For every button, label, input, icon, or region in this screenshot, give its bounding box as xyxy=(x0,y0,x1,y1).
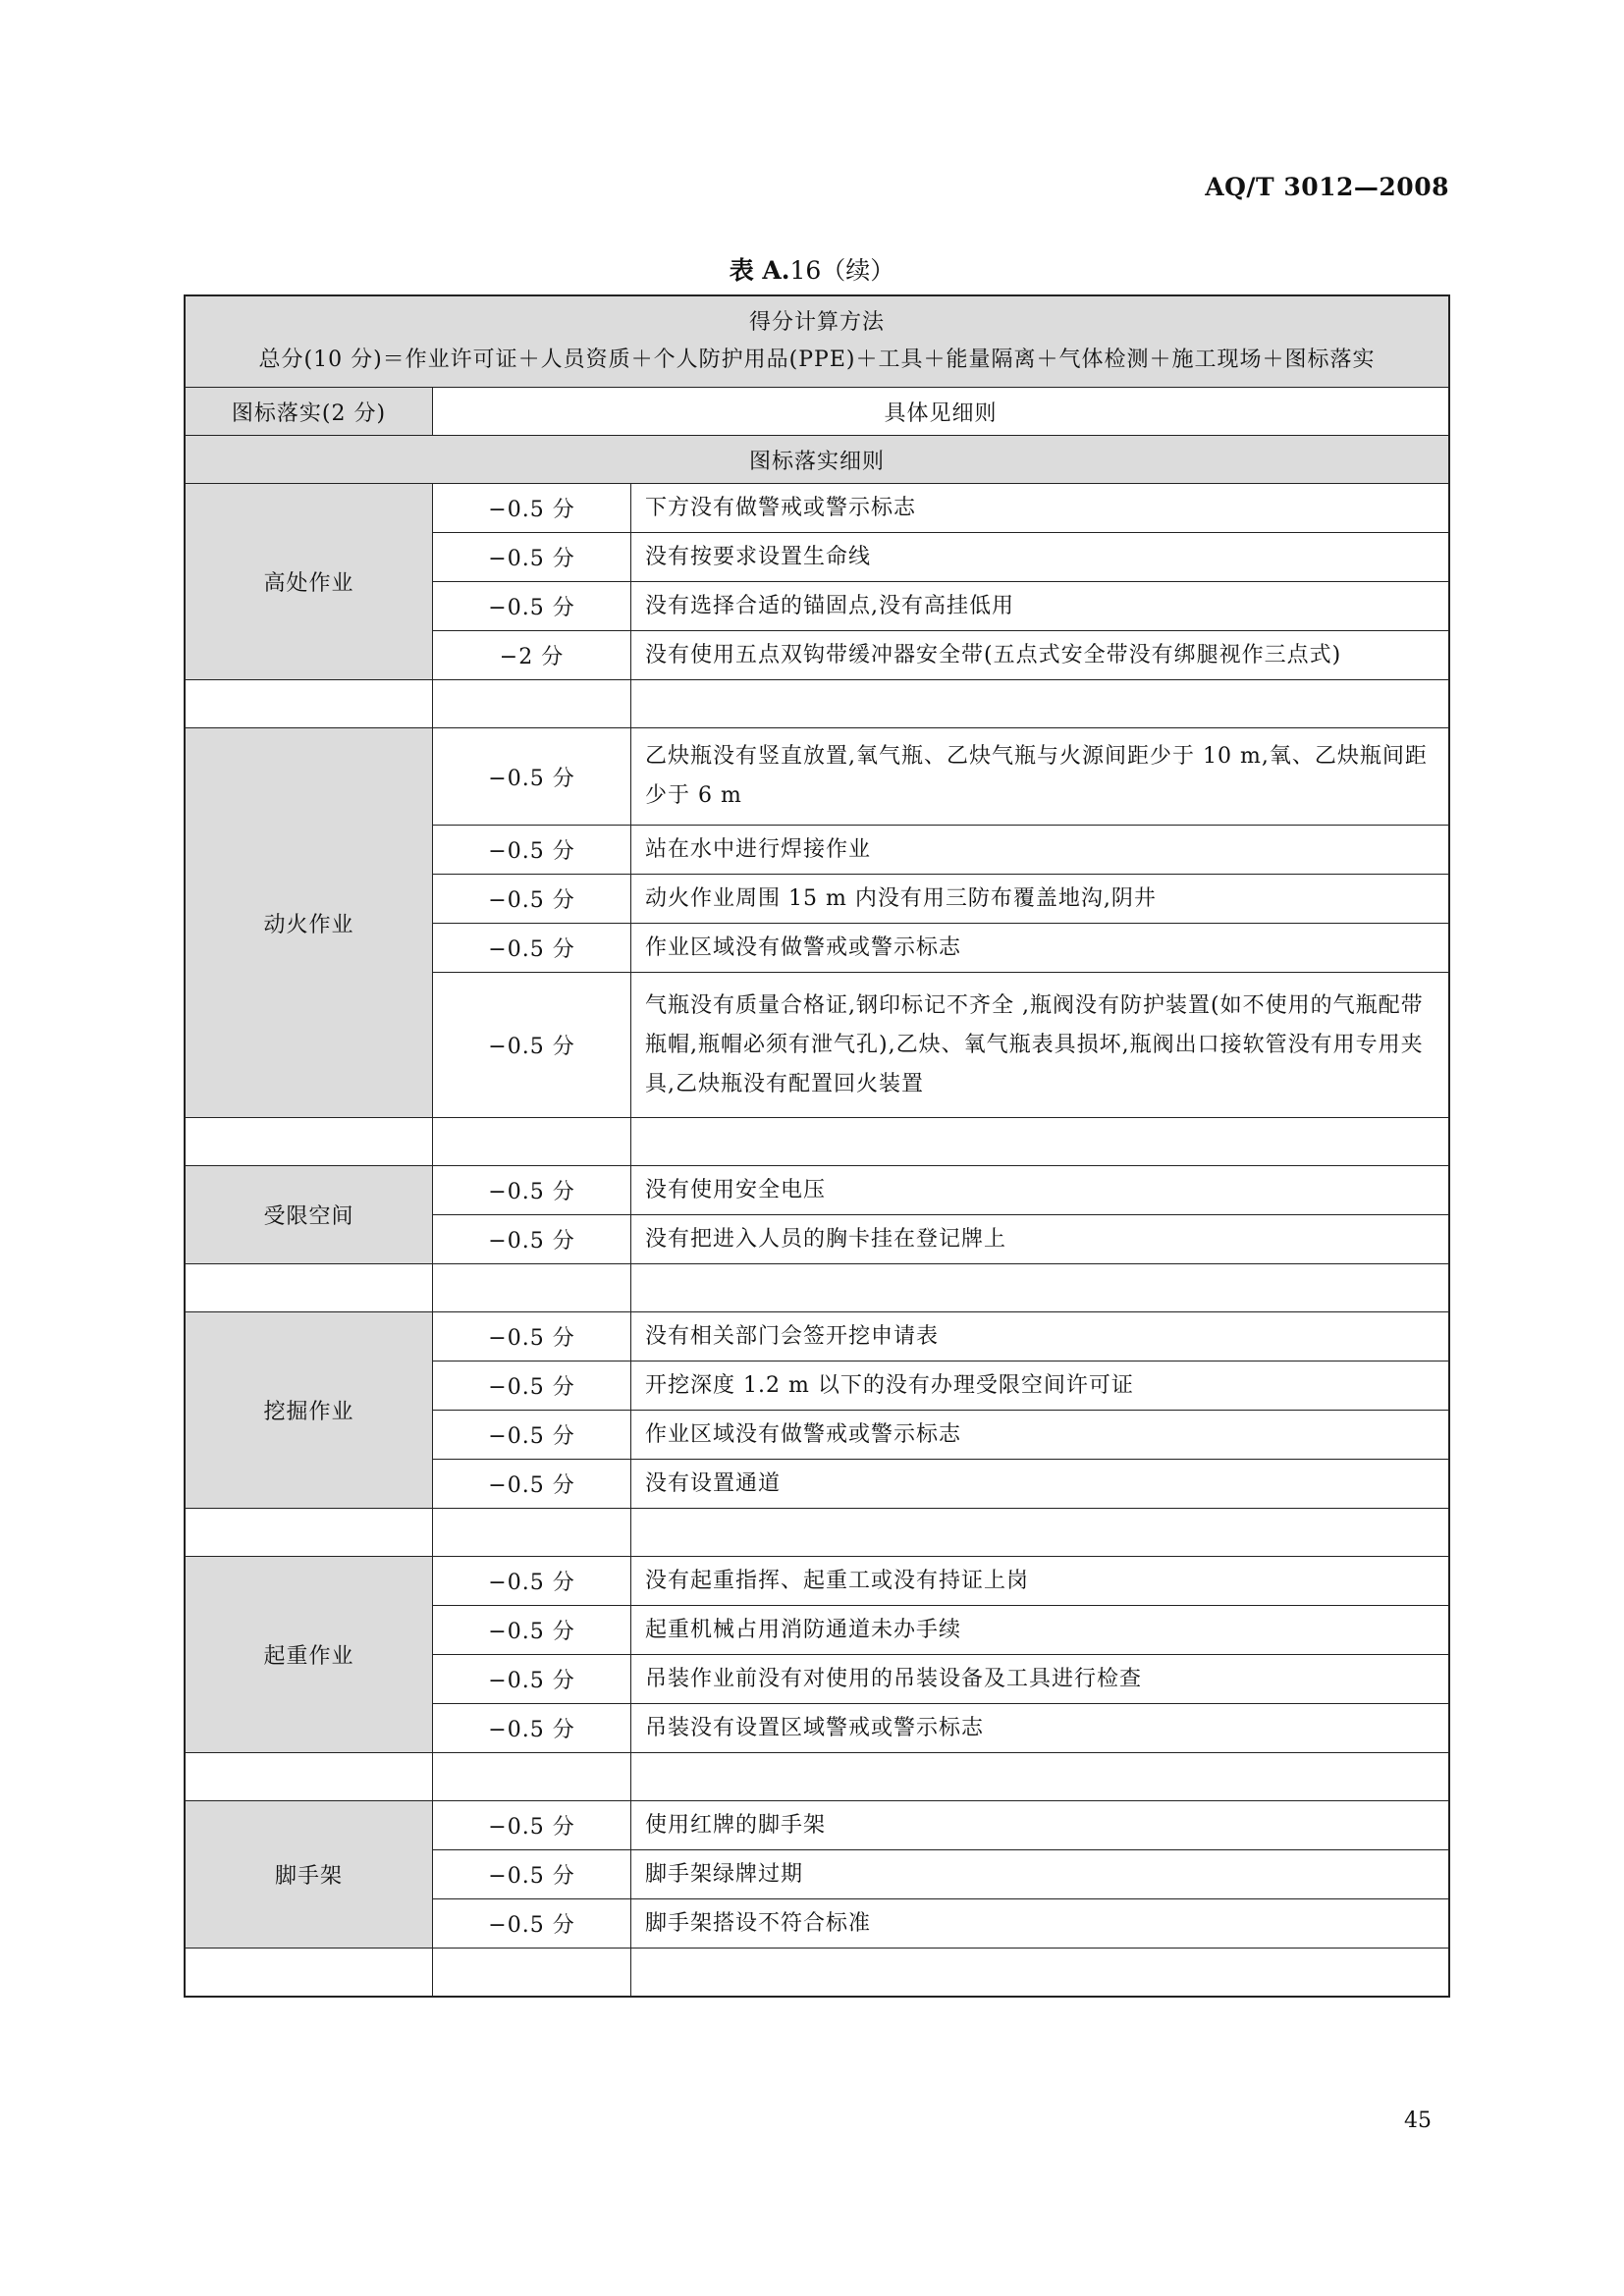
blank-row xyxy=(185,1753,1449,1801)
blank-cell xyxy=(433,1949,631,1997)
blank-cell xyxy=(631,680,1450,728)
table-row xyxy=(185,1166,1449,1215)
blank-cell xyxy=(433,1264,631,1312)
deduction-description: 开挖深度 1.2 m 以下的没有办理受限空间许可证 xyxy=(631,1362,1450,1411)
section-title: 图标落实细则 xyxy=(185,436,1449,484)
table-row xyxy=(185,728,1449,826)
blank-row xyxy=(185,1509,1449,1557)
table-row xyxy=(185,1557,1449,1606)
deduction-score: −0.5 分 xyxy=(433,1899,631,1949)
blank-cell xyxy=(433,680,631,728)
deduction-score: −0.5 分 xyxy=(433,1850,631,1899)
table-row xyxy=(185,1801,1449,1850)
table-caption xyxy=(0,251,1624,287)
category-cell: 受限空间 xyxy=(185,1166,433,1264)
deduction-score: −0.5 分 xyxy=(433,1411,631,1460)
blank-cell xyxy=(185,1753,433,1801)
deduction-description: 没有按要求设置生命线 xyxy=(631,533,1450,582)
table-row xyxy=(185,1312,1449,1362)
deduction-description: 作业区域没有做警戒或警示标志 xyxy=(631,924,1450,973)
blank-cell xyxy=(631,1118,1450,1166)
blank-cell xyxy=(631,1753,1450,1801)
blank-cell xyxy=(433,1753,631,1801)
caption-label: 表 A. xyxy=(729,256,790,285)
blank-row xyxy=(185,680,1449,728)
deduction-score: −0.5 分 xyxy=(433,875,631,924)
deduction-description: 脚手架绿牌过期 xyxy=(631,1850,1450,1899)
score-formula: 总分(10 分)＝作业许可证＋人员资质＋个人防护用品(PPE)＋工具＋能量隔离＋气体检测＋施工现场＋图标落实 xyxy=(258,347,1376,372)
standard-code: AQ/T 3012—2008 xyxy=(1205,173,1449,201)
blank-cell xyxy=(185,680,433,728)
deduction-description: 作业区域没有做警戒或警示标志 xyxy=(631,1411,1450,1460)
deduction-description: 没有设置通道 xyxy=(631,1460,1450,1509)
deduction-score: −0.5 分 xyxy=(433,1801,631,1850)
blank-cell xyxy=(433,1509,631,1557)
blank-cell xyxy=(631,1949,1450,1997)
deduction-score: −0.5 分 xyxy=(433,484,631,533)
deduction-description: 没有把进入人员的胸卡挂在登记牌上 xyxy=(631,1215,1450,1264)
deduction-score: −0.5 分 xyxy=(433,1606,631,1655)
formula-header xyxy=(185,295,1449,388)
deduction-score: −0.5 分 xyxy=(433,924,631,973)
deduction-description: 起重机械占用消防通道未办手续 xyxy=(631,1606,1450,1655)
table-row xyxy=(185,484,1449,533)
deduction-description: 吊装没有设置区域警戒或警示标志 xyxy=(631,1704,1450,1753)
blank-cell xyxy=(631,1509,1450,1557)
deduction-description: 吊装作业前没有对使用的吊装设备及工具进行检查 xyxy=(631,1655,1450,1704)
deduction-description: 没有选择合适的锚固点,没有高挂低用 xyxy=(631,582,1450,631)
blank-cell xyxy=(433,1118,631,1166)
blank-row xyxy=(185,1118,1449,1166)
summary-label: 图标落实(2 分) xyxy=(185,388,433,436)
deduction-score: −0.5 分 xyxy=(433,1312,631,1362)
blank-cell xyxy=(185,1509,433,1557)
deduction-description: 没有起重指挥、起重工或没有持证上岗 xyxy=(631,1557,1450,1606)
deduction-description: 下方没有做警戒或警示标志 xyxy=(631,484,1450,533)
deduction-score: −0.5 分 xyxy=(433,728,631,826)
blank-cell xyxy=(185,1118,433,1166)
blank-cell xyxy=(631,1264,1450,1312)
deduction-description: 气瓶没有质量合格证,钢印标记不齐全 ,瓶阀没有防护装置(如不使用的气瓶配带瓶帽,瓶帽必须有泄气孔),乙炔、氧气瓶表具损坏,瓶阀出口接软管没有用专用夹具,乙炔瓶没有配置回火装置 xyxy=(631,973,1450,1118)
deduction-score: −2 分 xyxy=(433,631,631,680)
deduction-score: −0.5 分 xyxy=(433,1460,631,1509)
table-title: 得分计算方法 xyxy=(748,310,885,335)
deduction-score: −0.5 分 xyxy=(433,533,631,582)
deduction-score: −0.5 分 xyxy=(433,826,631,875)
caption-number: 16（续） xyxy=(789,256,895,285)
category-cell: 挖掘作业 xyxy=(185,1312,433,1509)
category-cell: 起重作业 xyxy=(185,1557,433,1753)
deduction-score: −0.5 分 xyxy=(433,1166,631,1215)
category-cell: 高处作业 xyxy=(185,484,433,680)
scoring-table xyxy=(184,294,1450,1998)
deduction-score: −0.5 分 xyxy=(433,1215,631,1264)
deduction-description: 动火作业周围 15 m 内没有用三防布覆盖地沟,阴井 xyxy=(631,875,1450,924)
summary-value: 具体见细则 xyxy=(433,388,1450,436)
deduction-score: −0.5 分 xyxy=(433,1362,631,1411)
deduction-score: −0.5 分 xyxy=(433,1655,631,1704)
deduction-description: 使用红牌的脚手架 xyxy=(631,1801,1450,1850)
deduction-description: 没有使用安全电压 xyxy=(631,1166,1450,1215)
blank-cell xyxy=(185,1949,433,1997)
blank-row xyxy=(185,1949,1449,1997)
page-number: 45 xyxy=(1404,2109,1432,2133)
deduction-description: 没有相关部门会签开挖申请表 xyxy=(631,1312,1450,1362)
deduction-description: 站在水中进行焊接作业 xyxy=(631,826,1450,875)
deduction-score: −0.5 分 xyxy=(433,582,631,631)
deduction-description: 脚手架搭设不符合标准 xyxy=(631,1899,1450,1949)
category-cell: 动火作业 xyxy=(185,728,433,1118)
deduction-score: −0.5 分 xyxy=(433,1704,631,1753)
deduction-description: 没有使用五点双钩带缓冲器安全带(五点式安全带没有绑腿视作三点式) xyxy=(631,631,1450,680)
deduction-score: −0.5 分 xyxy=(433,973,631,1118)
deduction-score: −0.5 分 xyxy=(433,1557,631,1606)
blank-row xyxy=(185,1264,1449,1312)
deduction-description: 乙炔瓶没有竖直放置,氧气瓶、乙炔气瓶与火源间距少于 10 m,氧、乙炔瓶间距少于 6 m xyxy=(631,728,1450,826)
category-cell: 脚手架 xyxy=(185,1801,433,1949)
blank-cell xyxy=(185,1264,433,1312)
